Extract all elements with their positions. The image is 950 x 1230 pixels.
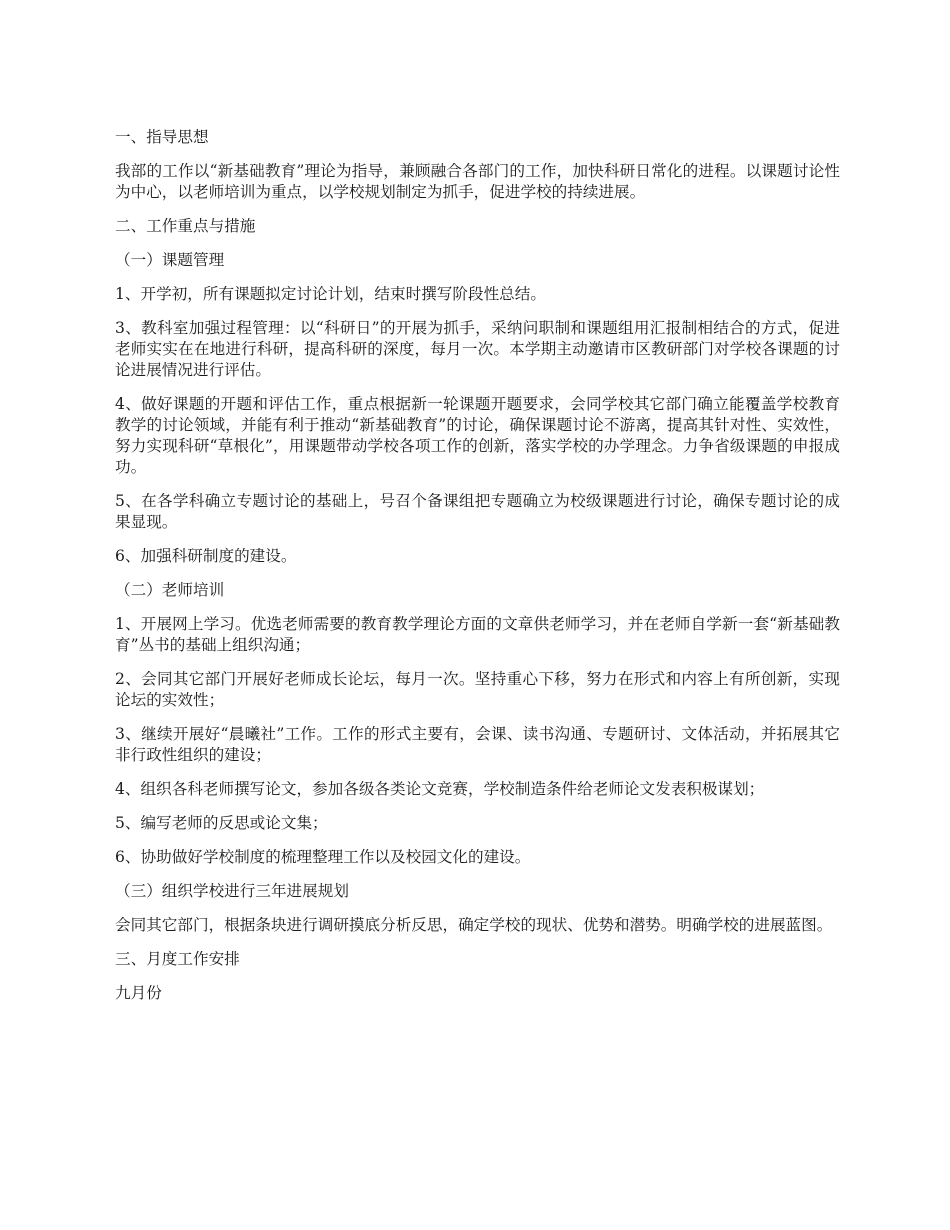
subheading-three-year-plan: （三）组织学校进行三年进展规划 bbox=[115, 882, 349, 900]
paragraph-guiding-ideology: 我部的工作以“新基础教育”理论为指导，兼顾融合各部门的工作，加快科研日常化的进程。以课题讨论性为中心，以老师培训为重点，以学校规划制定为抓手，促进学校的持续进展。 bbox=[115, 162, 840, 201]
document-body bbox=[115, 127, 840, 1017]
list-item-training-5: 5、编写老师的反思或论文集； bbox=[115, 814, 328, 832]
list-item-topic-3: 3、教科室加强过程管理：以“科研日”的开展为抓手，采纳问职制和课题组用汇报制相结合的方式，促进老师实实在在地进行科研，提高科研的深度，每月一次。本学期主动邀请市区教研部门对学校各课题的讨论进展情况进行评估。 bbox=[115, 319, 840, 379]
month-label-september: 九月份 bbox=[115, 984, 162, 1002]
list-item-training-1: 1、开展网上学习。优选老师需要的教育教学理论方面的文章供老师学习，并在老师自学新一套“新基础教育”丛书的基础上组织沟通； bbox=[115, 615, 840, 654]
subheading-teacher-training: （二）老师培训 bbox=[115, 581, 225, 599]
paragraph-three-year-plan: 会同其它部门，根据条块进行调研摸底分析反思，确定学校的现状、优势和潜势。明确学校的进展蓝图。 bbox=[115, 916, 833, 934]
heading-monthly-schedule: 三、月度工作安排 bbox=[115, 950, 240, 968]
list-item-topic-1: 1、开学初，所有课题拟定讨论计划，结束时撰写阶段性总结。 bbox=[115, 285, 546, 303]
heading-guiding-ideology: 一、指导思想 bbox=[115, 128, 209, 146]
list-item-topic-5: 5、在各学科确立专题讨论的基础上，号召个备课组把专题确立为校级课题进行讨论，确保专题讨论的成果显现。 bbox=[115, 492, 840, 531]
list-item-topic-4: 4、做好课题的开题和评估工作，重点根据新一轮课题开题要求，会同学校其它部门确立能覆盖学校教育教学的讨论领域，并能有利于推动“新基础教育”的讨论，确保课题讨论不游离，提高其针对性、实效性，努力实现科研“草根化”，用课题带动学校各项工作的创新，落实学校的办学理念。力争省级课题的申报成功。 bbox=[115, 395, 840, 476]
heading-work-focus: 二、工作重点与措施 bbox=[115, 217, 256, 235]
list-item-training-3: 3、继续开展好“晨曦社”工作。工作的形式主要有，会课、读书沟通、专题研讨、文体活动，并拓展其它非行政性组织的建设； bbox=[115, 725, 840, 764]
list-item-training-2: 2、会同其它部门开展好老师成长论坛，每月一次。坚持重心下移，努力在形式和内容上有所创新，实现论坛的实效性； bbox=[115, 670, 840, 709]
list-item-training-6: 6、协助做好学校制度的梳理整理工作以及校园文化的建设。 bbox=[115, 848, 531, 866]
list-item-training-4: 4、组织各科老师撰写论文，参加各级各类论文竞赛，学校制造条件给老师论文发表积极谋划； bbox=[115, 780, 765, 798]
list-item-topic-6: 6、加强科研制度的建设。 bbox=[115, 547, 297, 565]
subheading-topic-management: （一）课题管理 bbox=[115, 251, 225, 269]
